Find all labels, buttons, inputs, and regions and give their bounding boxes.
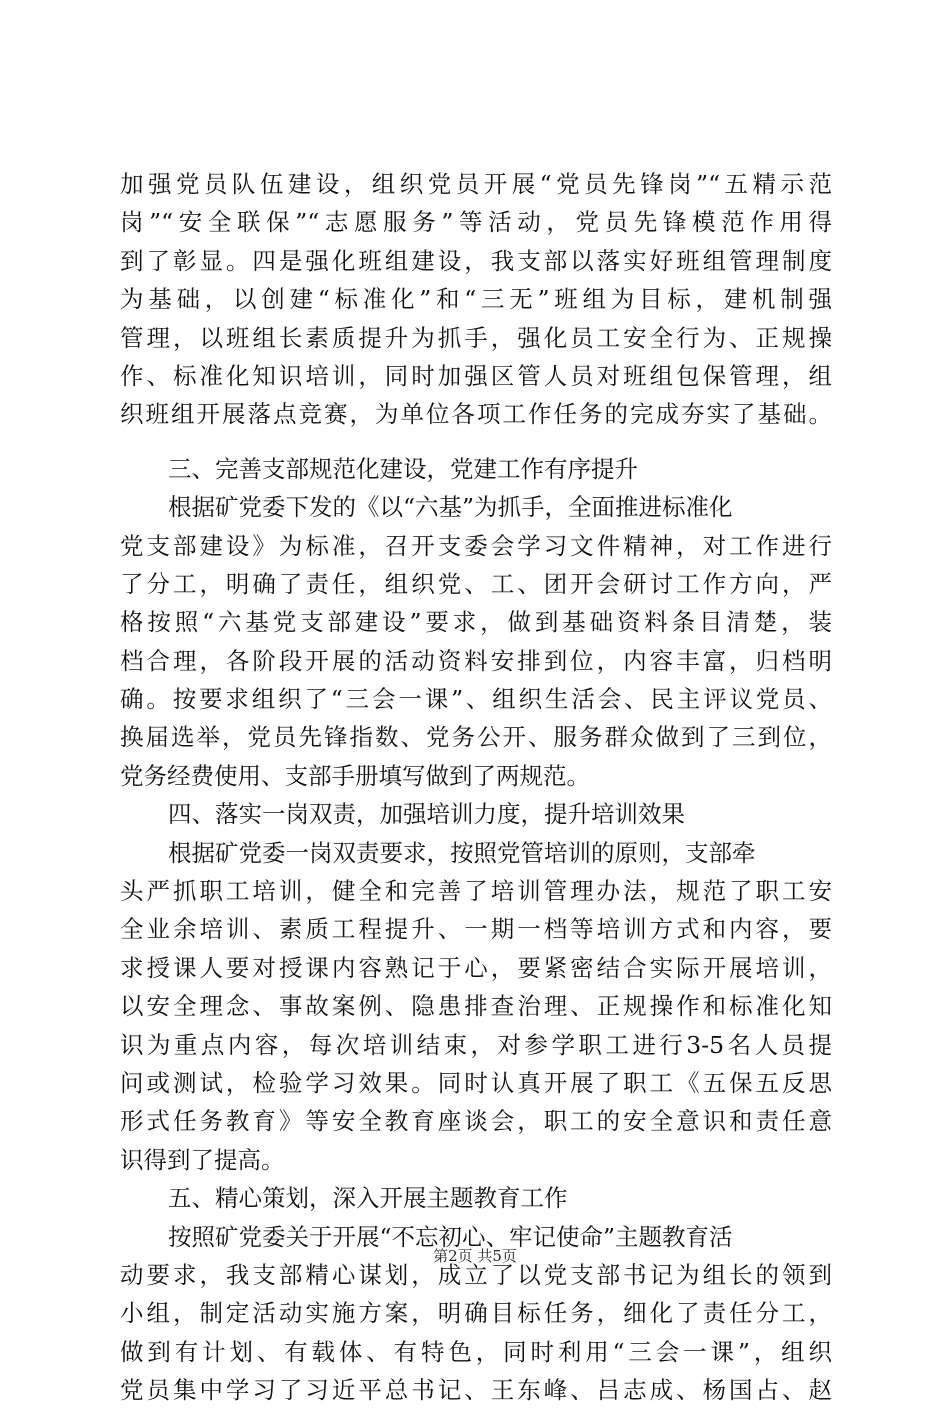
body-line: 根据矿党委一岗双责要求，按照党管培训的原则，支部牵 [168,838,756,867]
body-line: 换届选举，党员先锋指数、党务公开、服务群众做到了三到位， [120,723,832,752]
body-line: 做到有计划、有载体、有特色，同时利用“三会一课”，组织 [120,1337,832,1366]
section-heading: 四、落实一岗双责，加强培训力度，提升培训效果 [168,800,685,829]
body-line: 档合理，各阶段开展的活动资料安排到位，内容丰富，归档明 [120,646,832,675]
body-line: 作、标准化知识培训，同时加强区管人员对班组包保管理，组 [120,361,832,390]
body-line: 求授课人要对授课内容熟记于心，要紧密结合实际开展培训， [120,953,832,982]
body-line: 小组，制定活动实施方案，明确目标任务，细化了责任分工， [120,1299,832,1328]
body-line: 加强党员队伍建设，组织党员开展“党员先锋岗”“五精示范 [120,170,832,198]
body-line: 动要求，我支部精心谋划，成立了以党支部书记为组长的领到 [120,1260,832,1289]
body-line: 党支部建设》为标准，召开支委会学习文件精神，对工作进行 [120,531,832,560]
section-heading: 三、完善支部规范化建设，党建工作有序提升 [168,454,638,483]
body-line: 格按照“六基党支部建设”要求，做到基础资料条目清楚，装 [120,608,832,637]
page-number-footer: 第2页 共5页 [433,1247,517,1265]
section-heading: 五、精心策划，深入开展主题教育工作 [168,1184,568,1213]
body-line: 全业余培训、素质工程提升、一期一档等培训方式和内容，要 [120,915,832,944]
body-line: 为基础，以创建“标准化”和“三无”班组为目标，建机制强 [120,285,832,314]
body-line: 以安全理念、事故案例、隐患排查治理、正规操作和标准化知 [120,992,832,1021]
body-line: 管理，以班组长素质提升为抓手，强化员工安全行为、正规操 [120,323,832,352]
paragraph-gap [120,434,832,450]
body-line: 识得到了提高。 [120,1145,285,1174]
body-line: 确。按要求组织了“三会一课”、组织生活会、民主评议党员、 [120,685,832,714]
body-line: 形式任务教育》等安全教育座谈会，职工的安全意识和责任意 [120,1107,832,1136]
body-line: 识为重点内容，每次培训结束，对参学职工进行3-5名人员提 [120,1030,832,1059]
body-line: 织班组开展落点竞赛，为单位各项工作任务的完成夯实了基础。 [120,400,832,429]
body-line: 到了彰显。四是强化班组建设，我支部以落实好班组管理制度 [120,246,832,275]
body-line: 岗”“安全联保”“志愿服务”等活动，党员先锋模范作用得 [120,208,832,237]
body-line: 根据矿党委下发的《以“六基”为抓手，全面推进标准化 [168,493,733,522]
body-line: 党务经费使用、支部手册填写做到了两规范。 [120,761,590,790]
body-line: 头严抓职工培训，健全和完善了培训管理办法，规范了职工安 [120,877,832,906]
body-line: 问或测试，检验学习效果。同时认真开展了职工《五保五反思 [120,1068,832,1097]
document-body [120,165,832,1410]
body-line: 党员集中学习了习近平总书记、王东峰、吕志成、杨国占、赵 [120,1376,832,1405]
body-line: 了分工，明确了责任，组织党、工、团开会研讨工作方向，严 [120,569,832,598]
body-line: 按照矿党委关于开展“不忘初心、牢记使命”主题教育活 [168,1222,733,1251]
